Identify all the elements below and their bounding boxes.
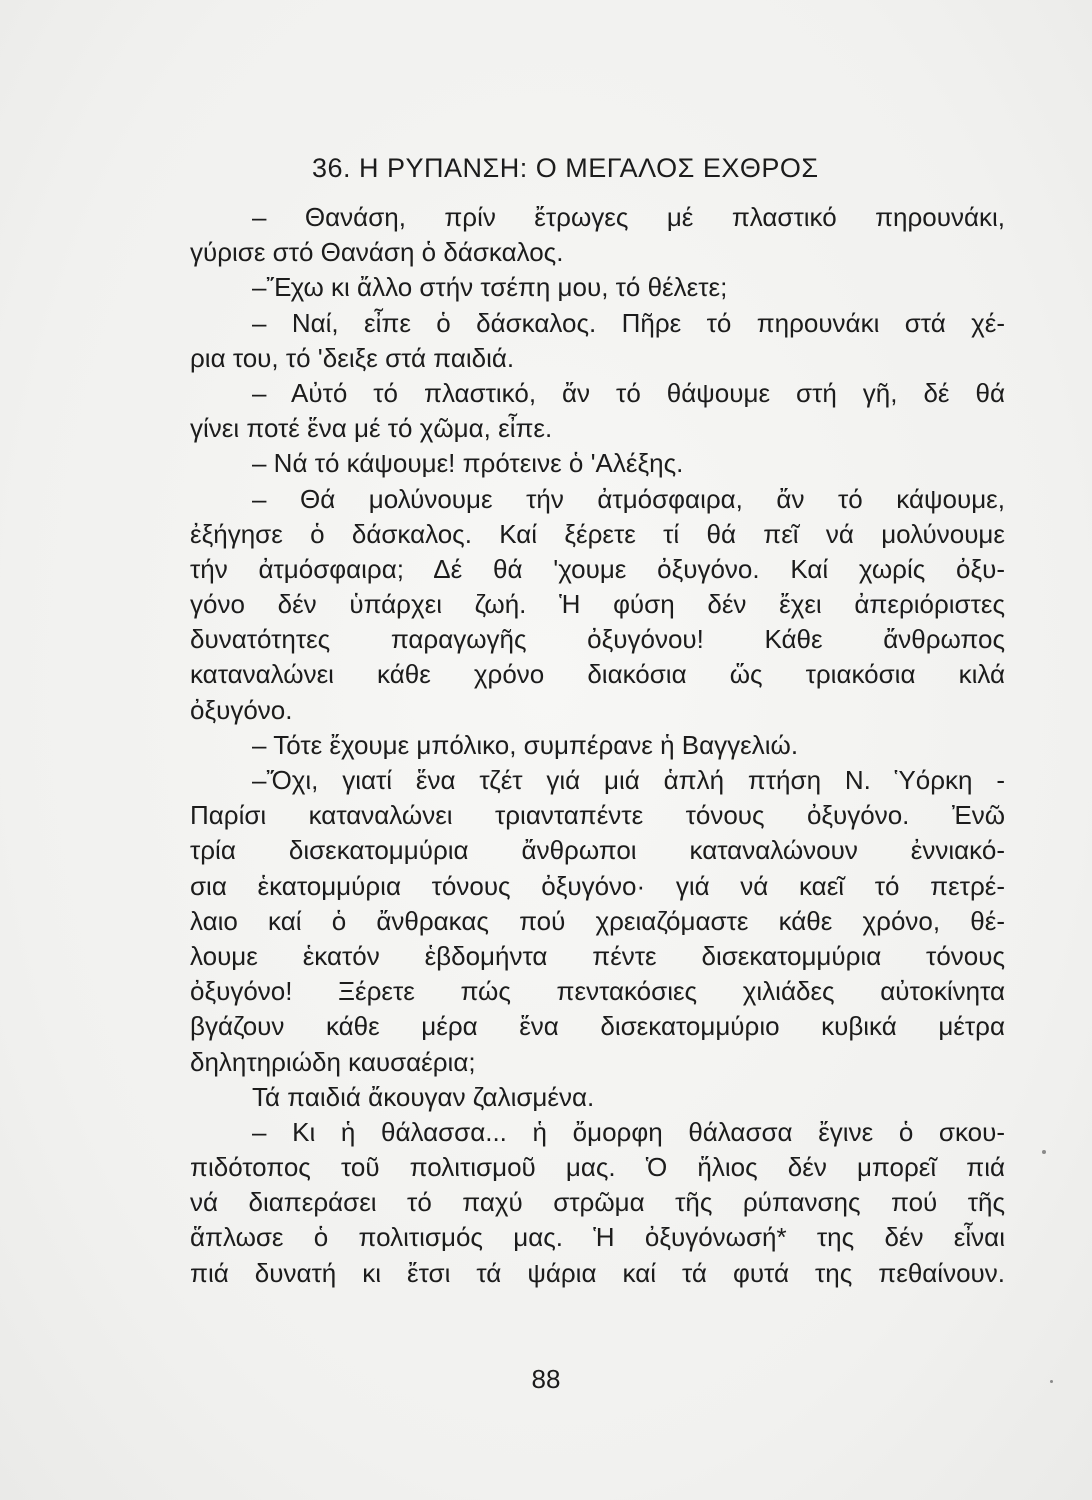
text-line: Παρίσι καταναλώνει τριανταπέντε τόνους ὀξυγόνο. Ἐνῶ (190, 800, 1005, 831)
text-line: ἅπλωσε ὁ πολιτισμός μας. Ἡ ὀξυγόνωσή* της δέν εἶναι (190, 1222, 1005, 1253)
text-line: – Θανάση, πρίν ἔτρωγες μέ πλαστικό πηρουνάκι, (252, 202, 1005, 232)
text-line: δυνατότητες παραγωγῆς ὀξυγόνου! Κάθε ἄνθρωπος (190, 624, 1005, 655)
text-line: ὀξυγόνο! Ξέρετε πώς πεντακόσιες χιλιάδες αὐτοκίνητα (190, 976, 1005, 1007)
chapter-body (190, 200, 1005, 1291)
text-line: – Τότε ἔχουμε μπόλικο, συμπέρανε ἡ Βαγγελιώ. (252, 729, 799, 760)
text-line: σια ἑκατομμύρια τόνους ὀξυγόνο· γιά νά καεῖ τό πετρέ- (190, 870, 1005, 901)
text-line: –Ὄχι, γιατί ἕνα τζέτ γιά μιά ἁπλή πτήση Ν. Ὑόρκη - (252, 765, 1005, 795)
text-line: τήν ἀτμόσφαιρα; Δέ θά 'χουμε ὀξυγόνο. Καί χωρίς ὀξυ- (190, 553, 1005, 584)
text-line: πιδότοπος τοῦ πολιτισμοῦ μας. Ὁ ἥλιος δέν μπορεῖ πιά (190, 1152, 1005, 1183)
text-line: γίνει ποτέ ἕνα μέ τό χῶμα, εἶπε. (190, 413, 553, 444)
text-line: λουμε ἑκατόν ἑβδομήντα πέντε δισεκατομμύρια τόνους (190, 940, 1005, 971)
chapter-heading: 36. Η ΡΥΠΑΝΣΗ: Ο ΜΕΓΑΛΟΣ ΕΧΘΡΟΣ (312, 153, 819, 183)
text-line: – Ναί, εἶπε ὁ δάσκαλος. Πῆρε τό πηρουνάκι στά χέ- (252, 307, 1005, 338)
text-line: ἐξήγησε ὁ δάσκαλος. Καί ξέρετε τί θά πεῖ νά μολύνουμε (190, 518, 1005, 549)
text-line: πιά δυνατή κι ἔτσι τά ψάρια καί τά φυτά της πεθαίνουν. (190, 1257, 1005, 1288)
page-number: 88 (531, 1364, 561, 1394)
text-line: – Νά τό κάψουμε! πρότεινε ὁ 'Αλέξης. (252, 448, 684, 479)
paper-speck (1042, 1150, 1046, 1154)
text-line: γόνο δέν ὑπάρχει ζωή. Ἡ φύση δέν ἔχει ἀπεριόριστες (190, 589, 1005, 620)
paper-speck (1050, 1380, 1053, 1383)
text-line: λαιο καί ὁ ἄνθρακας πού χρειαζόμαστε κάθε χρόνο, θέ- (190, 905, 1005, 936)
text-line: – Κι ἡ θάλασσα... ἡ ὄμορφη θάλασσα ἔγινε ὁ σκου- (252, 1116, 1005, 1147)
text-line: –Ἔχω κι ἄλλο στήν τσέπη μου, τό θέλετε; (252, 272, 728, 303)
text-line: ὀξυγόνο. (190, 694, 293, 725)
text-line: δηλητηριώδη καυσαέρια; (190, 1046, 476, 1077)
text-line: ρια του, τό 'δειξε στά παιδιά. (190, 342, 515, 373)
text-line: τρία δισεκατομμύρια ἄνθρωποι καταναλώνουν ἐννιακό- (190, 835, 1005, 866)
text-line: – Θά μολύνουμε τήν ἀτμόσφαιρα, ἄν τό κάψουμε, (252, 483, 1005, 514)
text-line: – Αὐτό τό πλαστικό, ἄν τό θάψουμε στή γῆ, δέ θά (252, 377, 1005, 408)
text-line: γύρισε στό Θανάση ὁ δάσκαλος. (190, 237, 564, 268)
text-line: καταναλώνει κάθε χρόνο διακόσια ὥς τριακόσια κιλά (190, 659, 1005, 690)
text-line: Τά παιδιά ἄκουγαν ζαλισμένα. (252, 1081, 595, 1112)
text-line: νά διαπεράσει τό παχύ στρῶμα τῆς ρύπανσης πού τῆς (190, 1187, 1005, 1218)
text-line: βγάζουν κάθε μέρα ἕνα δισεκατομμύριο κυβικά μέτρα (190, 1011, 1005, 1042)
